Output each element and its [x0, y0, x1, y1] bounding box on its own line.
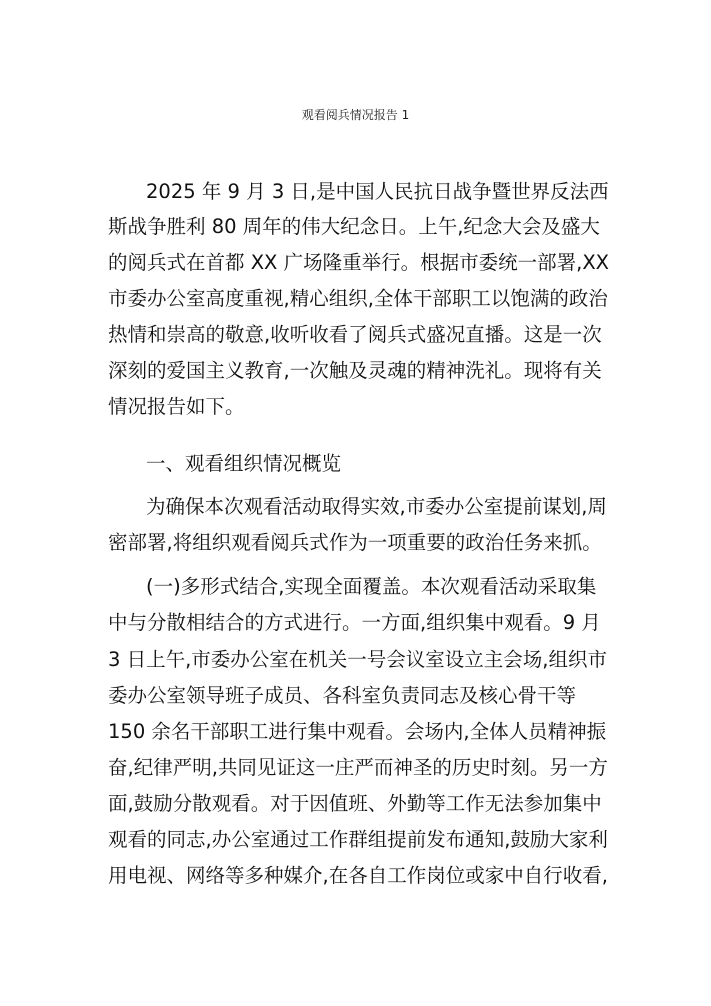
paragraph-line: 热情和崇高的敬意,收听收看了阅兵式盛况直播。这是一次 — [108, 323, 602, 346]
paragraph-line: 密部署,将组织观看阅兵式作为一项重要的政治任务来抓。 — [108, 531, 602, 554]
paragraph-line: 面,鼓励分散观看。对于因值班、外勤等工作无法参加集中 — [108, 792, 602, 815]
section-heading: 一、观看组织情况概览 — [146, 452, 342, 475]
paragraph-line: 市委办公室高度重视,精心组织,全体干部职工以饱满的政治 — [108, 287, 608, 310]
paragraph-line: 3 日上午,市委办公室在机关一号会议室设立主会场,组织市 — [108, 648, 608, 671]
paragraph-line: 用电视、网络等多种媒介,在各自工作岗位或家中自行收看, — [108, 864, 608, 887]
paragraph-line: 观看的同志,办公室通过工作群组提前发布通知,鼓励大家利 — [108, 828, 608, 851]
paragraph-line: 委办公室领导班子成员、各科室负责同志及核心骨干等 — [108, 684, 577, 707]
paragraph-line: 深刻的爱国主义教育,一次触及灵魂的精神洗礼。现将有关 — [108, 359, 602, 382]
paragraph-line: 斯战争胜利 80 周年的伟大纪念日。上午,纪念大会及盛大 — [108, 215, 600, 238]
paragraph-line: 的阅兵式在首都 XX 广场隆重举行。根据市委统一部署,XX — [108, 251, 610, 274]
paragraph-line: 为确保本次观看活动取得实效,市委办公室提前谋划,周 — [146, 495, 607, 518]
paragraph-line: 150 余名干部职工进行集中观看。会场内,全体人员精神振 — [108, 720, 607, 743]
paragraph-line: 情况报告如下。 — [108, 395, 245, 418]
paragraph-line: 中与分散相结合的方式进行。一方面,组织集中观看。9 月 — [108, 611, 601, 634]
paragraph-line: 2025 年 9 月 3 日,是中国人民抗日战争暨世界反法西 — [146, 180, 609, 203]
document-title: 观看阅兵情况报告 1 — [301, 108, 410, 122]
paragraph-line: 奋,纪律严明,共同见证这一庄严而神圣的历史时刻。另一方 — [108, 756, 608, 779]
paragraph-line: (一)多形式结合,实现全面覆盖。本次观看活动采取集 — [146, 575, 597, 598]
